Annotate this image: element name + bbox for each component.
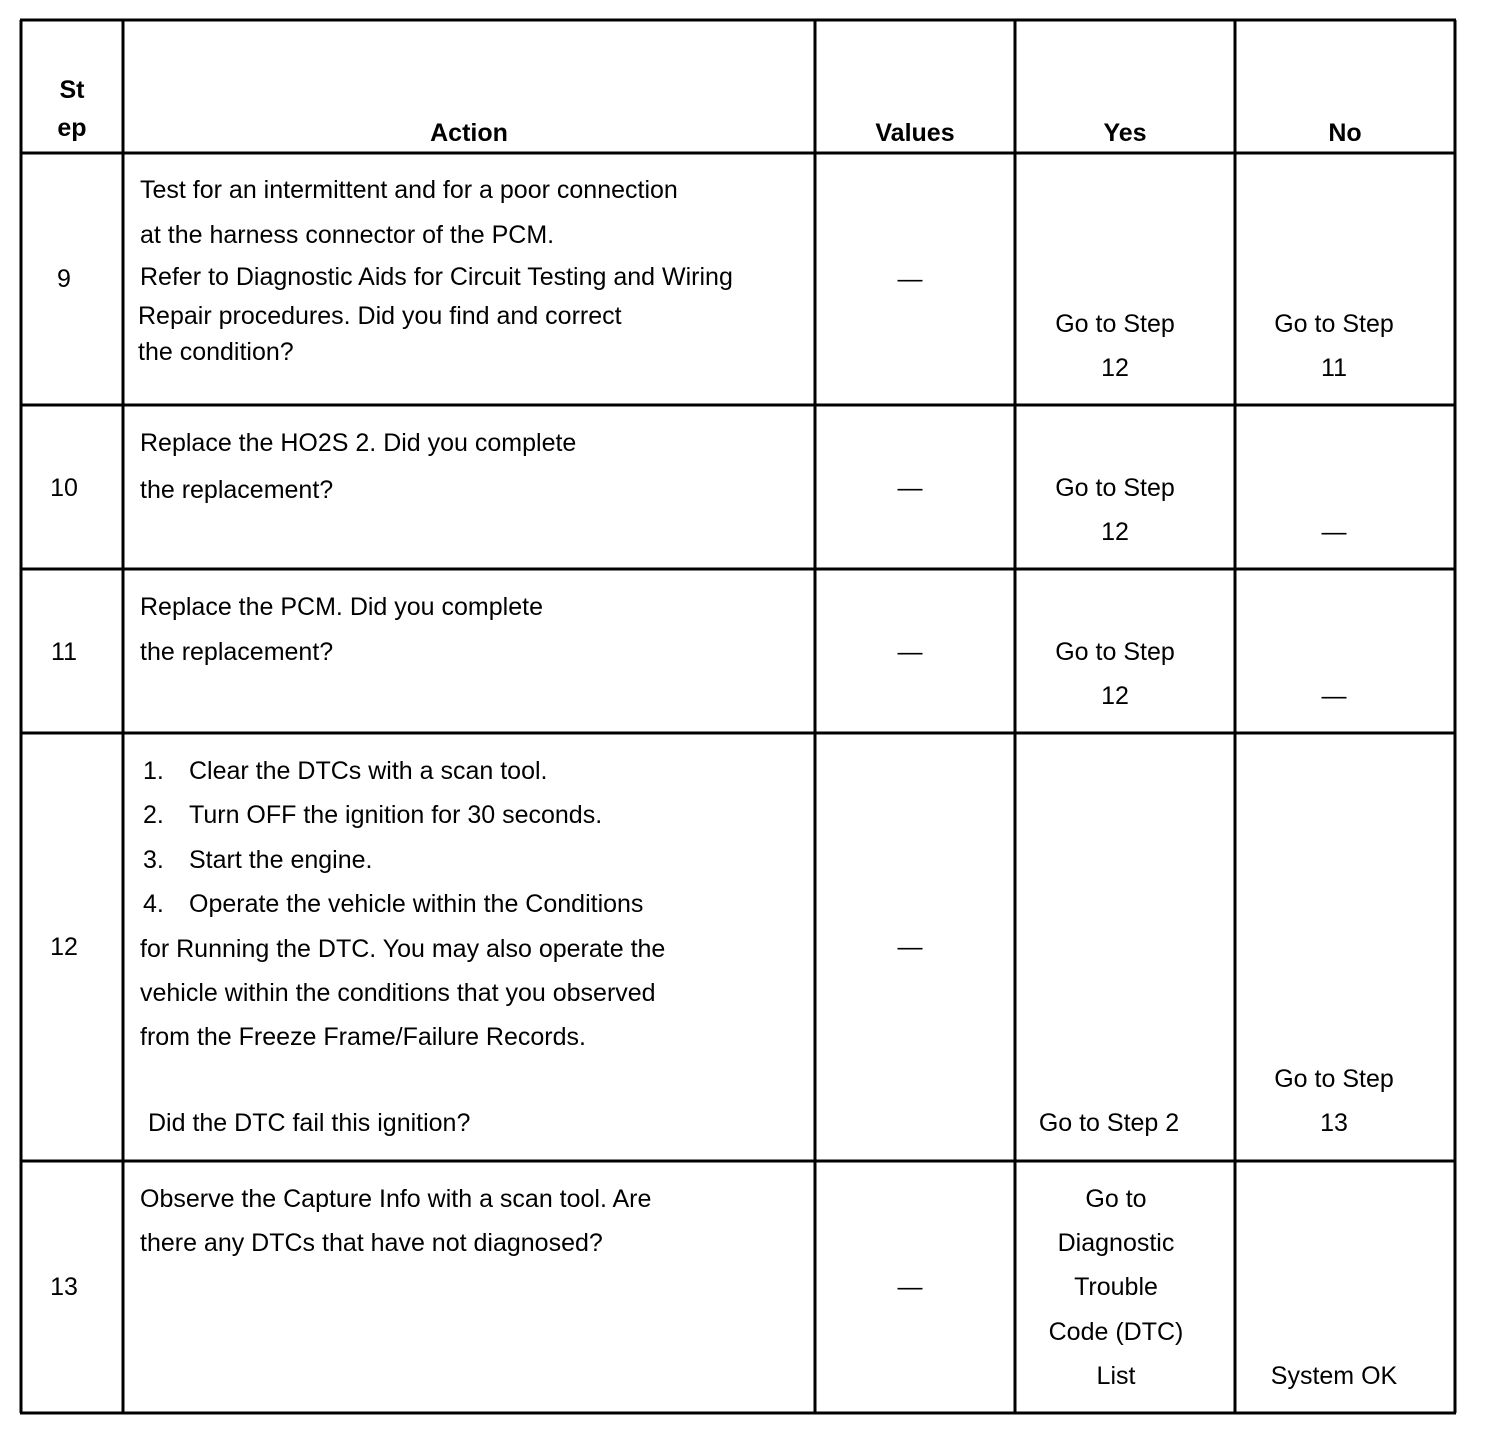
action-line: Replace the HO2S 2. Did you complete (140, 429, 577, 457)
action-line: for Running the DTC. You may also operate the (140, 935, 666, 963)
values-cell: — (897, 933, 923, 961)
action-line: vehicle within the conditions that you observed (140, 979, 656, 1007)
step-number: 12 (50, 933, 78, 961)
action-list-item: Clear the DTCs with a scan tool. (189, 757, 548, 785)
action-line: Observe the Capture Info with a scan tool. Are (140, 1185, 652, 1213)
yes-line: 12 (1101, 518, 1129, 546)
no-line: 11 (1321, 354, 1347, 382)
action-list-number: 1. (143, 757, 164, 785)
action-line: Repair procedures. Did you find and correct (138, 302, 622, 330)
values-cell: — (897, 1273, 923, 1301)
header-step-line2: ep (57, 114, 87, 142)
yes-line: Diagnostic (1057, 1229, 1175, 1257)
action-line: from the Freeze Frame/Failure Records. (140, 1023, 586, 1051)
action-list-number: 2. (143, 801, 164, 829)
action-line: Replace the PCM. Did you complete (140, 593, 543, 621)
step-number: 10 (50, 474, 78, 502)
no-line: 13 (1320, 1109, 1348, 1137)
yes-line: Go to Step (1055, 310, 1175, 338)
action-list-item: Start the engine. (189, 846, 373, 874)
action-list-item: Operate the vehicle within the Conditions (189, 890, 644, 918)
header-values: Values (875, 119, 955, 147)
header-no: No (1328, 119, 1362, 147)
no-line: System OK (1270, 1362, 1398, 1390)
step-number: 9 (57, 265, 71, 293)
no-line: — (1321, 682, 1347, 710)
action-line: the replacement? (140, 638, 334, 666)
action-list-item: Turn OFF the ignition for 30 seconds. (189, 801, 603, 829)
values-cell: — (897, 638, 923, 666)
yes-line: Code (DTC) (1048, 1318, 1184, 1346)
no-line: — (1321, 518, 1347, 546)
yes-line: Trouble (1074, 1273, 1158, 1301)
action-line: there any DTCs that have not diagnosed? (140, 1229, 603, 1257)
values-cell: — (897, 474, 923, 502)
values-cell: — (897, 265, 923, 293)
action-line: Test for an intermittent and for a poor connection (140, 176, 678, 204)
header-step-line1: St (59, 76, 85, 104)
action-line: the replacement? (140, 476, 334, 504)
yes-line: 12 (1101, 682, 1129, 710)
no-line: Go to Step (1274, 310, 1394, 338)
header-action: Action (430, 119, 508, 147)
no-line: Go to Step (1274, 1065, 1394, 1093)
yes-line: Go to (1085, 1185, 1147, 1213)
action-list-number: 4. (143, 890, 164, 918)
yes-line: List (1096, 1362, 1136, 1390)
header-yes: Yes (1103, 119, 1147, 147)
header-step (21, 70, 123, 146)
step-number: 13 (50, 1273, 78, 1301)
action-question: Did the DTC fail this ignition? (148, 1109, 471, 1137)
action-line: the condition? (138, 338, 294, 366)
step-number: 11 (51, 638, 77, 666)
action-line: Refer to Diagnostic Aids for Circuit Testing and Wiring (140, 263, 733, 291)
yes-line: Go to Step (1055, 638, 1175, 666)
action-line: at the harness connector of the PCM. (140, 221, 555, 249)
yes-line: 12 (1101, 354, 1129, 382)
yes-line: Go to Step 2 (1038, 1109, 1180, 1137)
action-list-number: 3. (143, 846, 164, 874)
yes-line: Go to Step (1055, 474, 1175, 502)
